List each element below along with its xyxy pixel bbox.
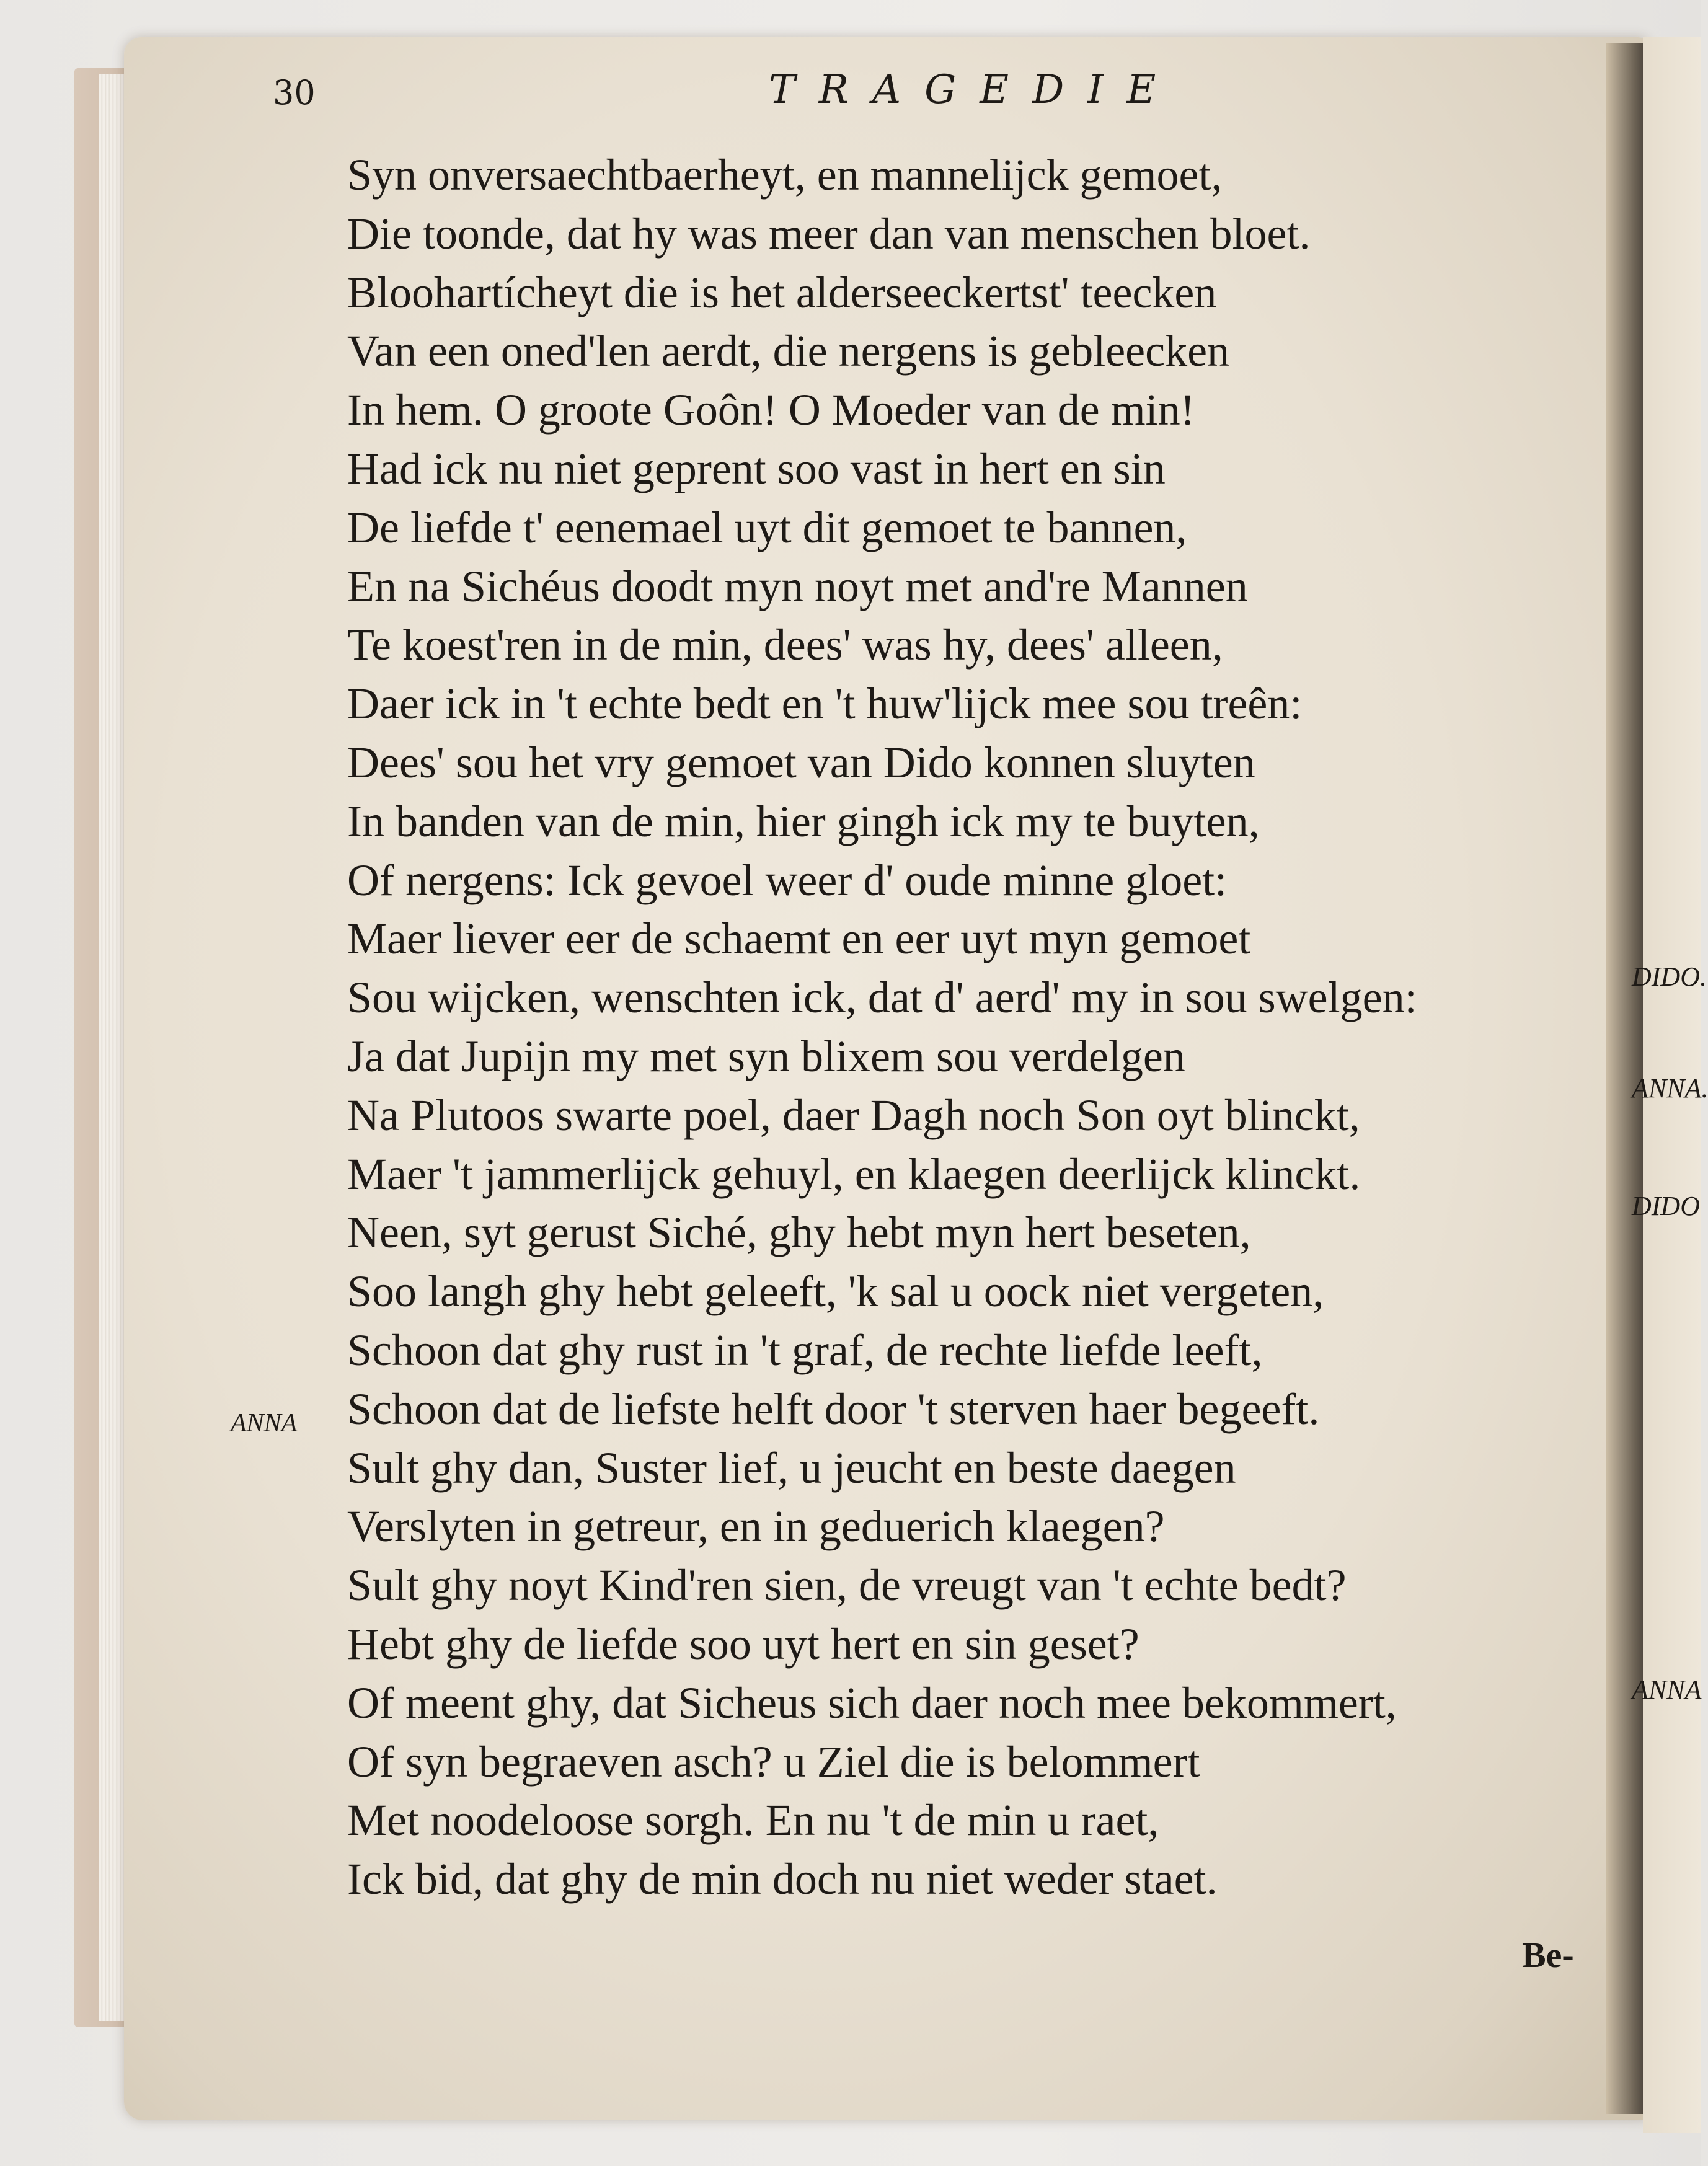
- verse-line: Van een oned'len aerdt, die nergens is gebleecken: [347, 326, 1230, 376]
- facing-page-speaker: ANNA.: [1632, 1073, 1708, 1103]
- verse-line: Had ick nu niet geprent soo vast in hert en sin: [347, 443, 1166, 493]
- verse-line: Syn onversaechtbaerheyt, en mannelijck gemoet,: [347, 150, 1223, 200]
- verse-line: Met noodeloose sorgh. En nu 't de min u raet,: [347, 1795, 1159, 1846]
- verse-line: Die toonde, dat hy was meer dan van menschen bloet.: [347, 208, 1311, 259]
- running-head: TRAGEDIE: [769, 67, 1180, 113]
- facing-page-speaker: DIDO: [1632, 1191, 1700, 1221]
- verse-line: Of nergens: Ick gevoel weer d' oude minne gloet:: [347, 855, 1228, 905]
- verse-line: Ick bid, dat ghy de min doch nu niet weder staet.: [347, 1854, 1218, 1904]
- verse-line: Soo langh ghy hebt geleeft, 'k sal u oock niet vergeten,: [347, 1266, 1324, 1317]
- verse-line: Sult ghy dan, Suster lief, u jeucht en beste daegen: [347, 1443, 1236, 1493]
- verse-line: En na Sichéus doodt myn noyt met and're Mannen: [347, 561, 1248, 611]
- verse-line: Daer ick in 't echte bedt en 't huw'lijck mee sou treên:: [347, 679, 1303, 729]
- verse-line: De liefde t' eenemael uyt dit gemoet te bannen,: [347, 502, 1187, 552]
- speaker-label: ANNA: [231, 1409, 298, 1438]
- facing-page-speaker: DIDO.: [1632, 961, 1707, 992]
- verse-line: Dees' sou het vry gemoet van Dido konnen sluyten: [347, 737, 1255, 787]
- verse-line: Verslyten in getreur, en in geduerich klaegen?: [347, 1501, 1165, 1552]
- verse-line: Schoon dat de liefste helft door 't sterven haer begeeft.: [347, 1384, 1320, 1434]
- facing-page-speaker: ANNA: [1632, 1674, 1702, 1705]
- catchword: Be-: [1522, 1935, 1574, 1975]
- verse-line: Bloohartícheyt die is het alderseeckertst' teecken: [347, 267, 1217, 317]
- verse-line: In hem. O groote Goôn! O Moeder van de min!: [347, 385, 1195, 435]
- verse-line: Hebt ghy de liefde soo uyt hert en sin geset?: [347, 1619, 1139, 1669]
- verse-line: Neen, syt gerust Siché, ghy hebt myn hert beseten,: [347, 1208, 1251, 1258]
- verse-text: [347, 146, 1417, 1909]
- page-number: 30: [273, 73, 316, 112]
- verse-line: Maer liever eer de schaemt en eer uyt myn gemoet: [347, 914, 1251, 964]
- verse-line: Of syn begraeven asch? u Ziel die is belommert: [347, 1736, 1200, 1787]
- verse-line: In banden van de min, hier gingh ick my te buyten,: [347, 796, 1260, 846]
- verse-line: Na Plutoos swarte poel, daer Dagh noch Son oyt blinckt,: [347, 1090, 1360, 1140]
- verse-line: Sou wijcken, wenschten ick, dat d' aerd' my in sou swelgen:: [347, 973, 1417, 1023]
- verse-line: Te koest'ren in de min, dees' was hy, dees' alleen,: [347, 620, 1223, 670]
- verse-line: Schoon dat ghy rust in 't graf, de rechte liefde leeft,: [347, 1325, 1263, 1375]
- verse-line: Of meent ghy, dat Sicheus sich daer noch mee bekommert,: [347, 1678, 1397, 1728]
- verse-line: Sult ghy noyt Kind'ren sien, de vreugt van 't echte bedt?: [347, 1560, 1347, 1611]
- verse-line: Ja dat Jupijn my met syn blixem sou verdelgen: [347, 1031, 1185, 1081]
- verse-line: Maer 't jammerlijck gehuyl, en klaegen deerlijck klinckt.: [347, 1149, 1361, 1199]
